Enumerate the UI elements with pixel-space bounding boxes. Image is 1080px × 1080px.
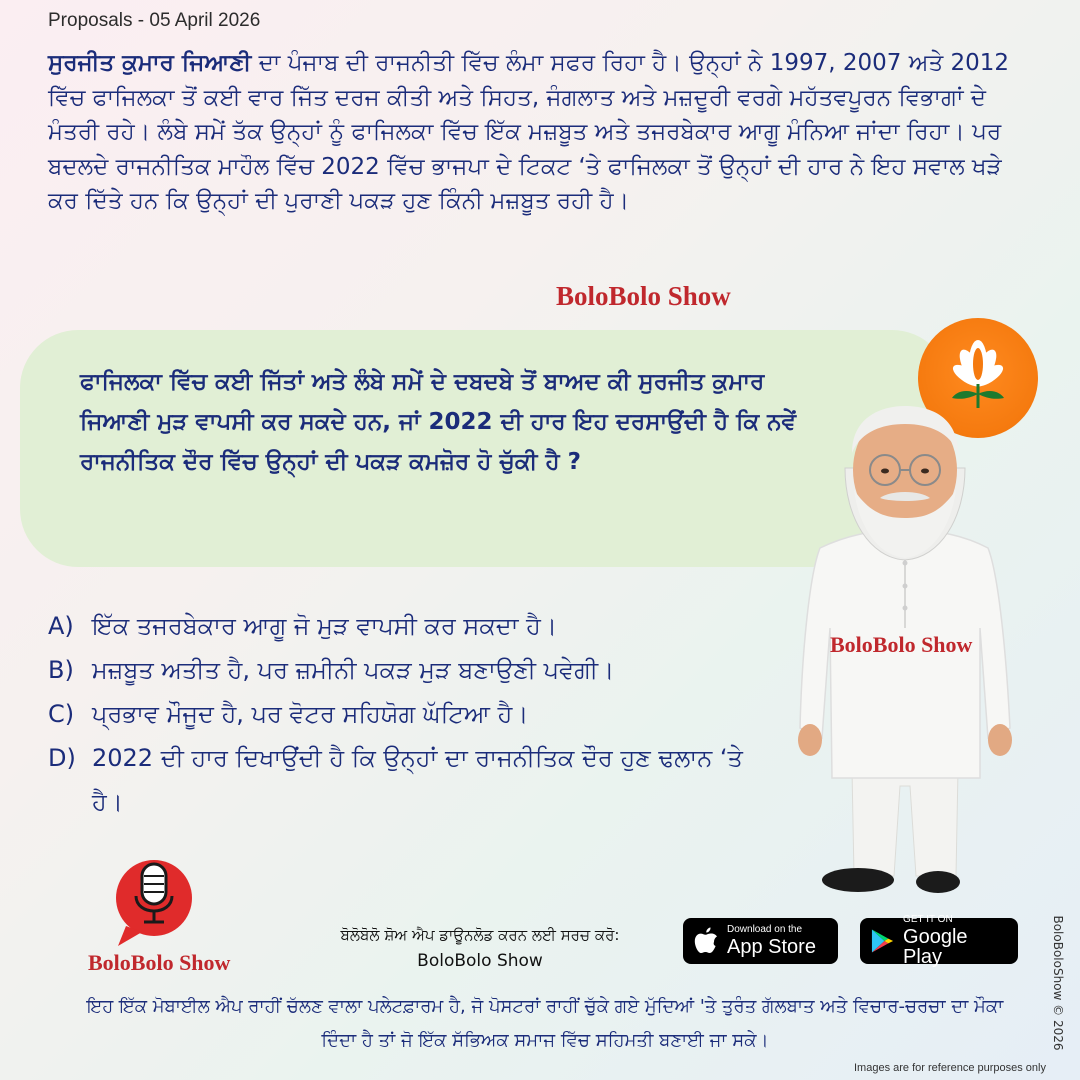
footer-text: ਇਹ ਇੱਕ ਮੋਬਾਈਲ ਐਪ ਰਾਹੀਂ ਚੱਲਣ ਵਾਲਾ ਪਲੇਟਫ਼ਾਰਮ ਹੈ, ਜੋ ਪੋਸਟਰਾਂ ਰਾਹੀਂ ਚੁੱਕੇ ਗਏ ਮੁੱਦਿਆਂ 'ਤੇ ਤੁਰੰਤ ਗੱਲਬਾਤ ਅਤੇ ਵਿਚਾਰ-ਚਰਚਾ ਦਾ ਮੌਕਾ ਦਿੰਦਾ ਹੈ ਤਾਂ ਜੋ ਇੱਕ ਸੱਭਿਅਕ ਸਮਾਜ ਵਿੱਚ ਸਹਿਮਤੀ ਬਣਾਈ ਜਾ ਸਕੇ। — [86, 996, 1004, 1051]
option-text: 2022 ਦੀ ਹਾਰ ਦਿਖਾਉਂਦੀ ਹੈ ਕਿ ਉਨ੍ਹਾਂ ਦਾ ਰਾਜਨੀਤਿਕ ਦੌਰ ਹੁਣ ਢਲਾਨ ‘ਤੇ ਹੈ। — [92, 744, 743, 816]
app-store-small: Download on the — [727, 924, 803, 935]
option-b[interactable] — [48, 648, 768, 692]
intro-name: ਸੁਰਜੀਤ ਕੁਮਾਰ ਜਿਆਣੀ — [48, 50, 252, 76]
option-a[interactable] — [48, 604, 768, 648]
intro-paragraph — [48, 46, 1038, 219]
option-letter: B) — [48, 656, 74, 684]
copyright-vertical — [1047, 908, 1069, 1058]
watermark: BoloBolo Show — [830, 632, 973, 657]
question-text: ਫਾਜਿਲਕਾ ਵਿੱਚ ਕਈ ਜਿੱਤਾਂ ਅਤੇ ਲੰਬੇ ਸਮੇਂ ਦੇ ਦਬਦਬੇ ਤੋਂ ਬਾਅਦ ਕੀ ਸੁਰਜੀਤ ਕੁਮਾਰ ਜਿਆਣੀ ਮੁੜ ਵਾਪਸੀ ਕਰ ਸਕਦੇ ਹਨ, ਜਾਂ 2022 ਦੀ ਹਾਰ ਇਹ ਦਰਸਾਉਂਦੀ ਹੈ ਕਿ ਨਵੇਂ ਰਾਜਨੀਤਿਕ ਦੌਰ ਵਿੱਚ ਉਨ੍ਹਾਂ ਦੀ ਪਕੜ ਕਮਜ਼ੋਰ ਹੋ ਚੁੱਕੀ ਹੈ ? — [80, 369, 796, 475]
option-text: ਪ੍ਰਭਾਵ ਮੌਜੂਦ ਹੈ, ਪਰ ਵੋਟਰ ਸਹਿਯੋਗ ਘੱਟਿਆ ਹੈ। — [92, 700, 529, 728]
answer-options — [48, 604, 768, 824]
logo-label: BoloBolo Show — [88, 950, 231, 975]
dateline: Proposals - 05 April 2026 — [48, 10, 261, 31]
google-play-small: GET IT ON — [903, 914, 953, 925]
intro-body: ਦਾ ਪੰਜਾਬ ਦੀ ਰਾਜਨੀਤੀ ਵਿੱਚ ਲੰਮਾ ਸਫਰ ਰਿਹਾ ਹੈ। ਉਨ੍ਹਾਂ ਨੇ 1997, 2007 ਅਤੇ 2012 ਵਿੱਚ ਫਾਜਿਲਕਾ ਤੋਂ ਕਈ ਵਾਰ ਜਿੱਤ ਦਰਜ ਕੀਤੀ ਅਤੇ ਸਿਹਤ, ਜੰਗਲਾਤ ਅਤੇ ਮਜ਼ਦੂਰੀ ਵਰਗੇ ਮਹੱਤਵਪੂਰਨ ਵਿਭਾਗਾਂ ਦੇ ਮੰਤਰੀ ਰਹੇ। ਲੰਬੇ ਸਮੇਂ ਤੱਕ ਉਨ੍ਹਾਂ ਨੂੰ ਫਾਜਿਲਕਾ ਵਿੱਚ ਇੱਕ ਮਜ਼ਬੂਤ ਅਤੇ ਤਜਰਬੇਕਾਰ ਆਗੂ ਮੰਨਿਆ ਜਾਂਦਾ ਰਿਹਾ। ਪਰ ਬਦਲਦੇ ਰਾਜਨੀਤਿਕ ਮਾਹੌਲ ਵਿੱਚ 2022 ਵਿੱਚ ਭਾਜਪਾ ਦੇ ਟਿਕਟ ‘ਤੇ ਫਾਜਿਲਕਾ ਤੋਂ ਉਨ੍ਹਾਂ ਦੀ ਹਾਰ ਨੇ ਇਹ ਸਵਾਲ ਖੜੇ ਕਰ ਦਿੱਤੇ ਹਨ ਕਿ ਉਨ੍ਹਾਂ ਦੀ ਪੁਰਾਣੀ ਪਕੜ ਹੁਣ ਕਿੰਨੀ ਮਜ਼ਬੂਤ ਰਹੀ ਹੈ। — [48, 50, 1010, 214]
download-app-name: BoloBolo Show — [417, 951, 543, 971]
option-c[interactable] — [48, 692, 768, 736]
google-play-button[interactable] — [860, 914, 1018, 968]
google-play-big: Google Play — [903, 926, 968, 968]
copyright-text: BoloBoloShow © 2026 — [1051, 915, 1065, 1051]
option-d[interactable] — [48, 736, 768, 824]
microphone-icon — [84, 850, 244, 950]
option-text: ਮਜ਼ਬੂਤ ਅਤੀਤ ਹੈ, ਪਰ ਜ਼ਮੀਨੀ ਪਕੜ ਮੁੜ ਬਣਾਉਣੀ ਪਵੇਗੀ। — [92, 656, 615, 684]
option-letter: D) — [48, 744, 76, 772]
apple-icon — [693, 926, 719, 956]
disclaimer: Images are for reference purposes only — [854, 1062, 1046, 1074]
option-letter: C) — [48, 700, 75, 728]
option-letter: A) — [48, 612, 74, 640]
watermark: BoloBolo Show — [556, 281, 731, 311]
app-store-big: App Store — [727, 936, 816, 958]
download-instruction: ਬੋਲੋਬੋਲੋ ਸ਼ੋਅ ਐਪ ਡਾਊਨਲੋਡ ਕਰਨ ਲਈ ਸਰਚ ਕਰੋ: — [340, 926, 620, 944]
app-store-button[interactable] — [683, 918, 838, 964]
download-prompt — [300, 922, 660, 974]
google-play-icon — [870, 927, 895, 955]
option-text: ਇੱਕ ਤਜਰਬੇਕਾਰ ਆਗੂ ਜੋ ਮੁੜ ਵਾਪਸੀ ਕਰ ਸਕਦਾ ਹੈ। — [92, 612, 558, 640]
